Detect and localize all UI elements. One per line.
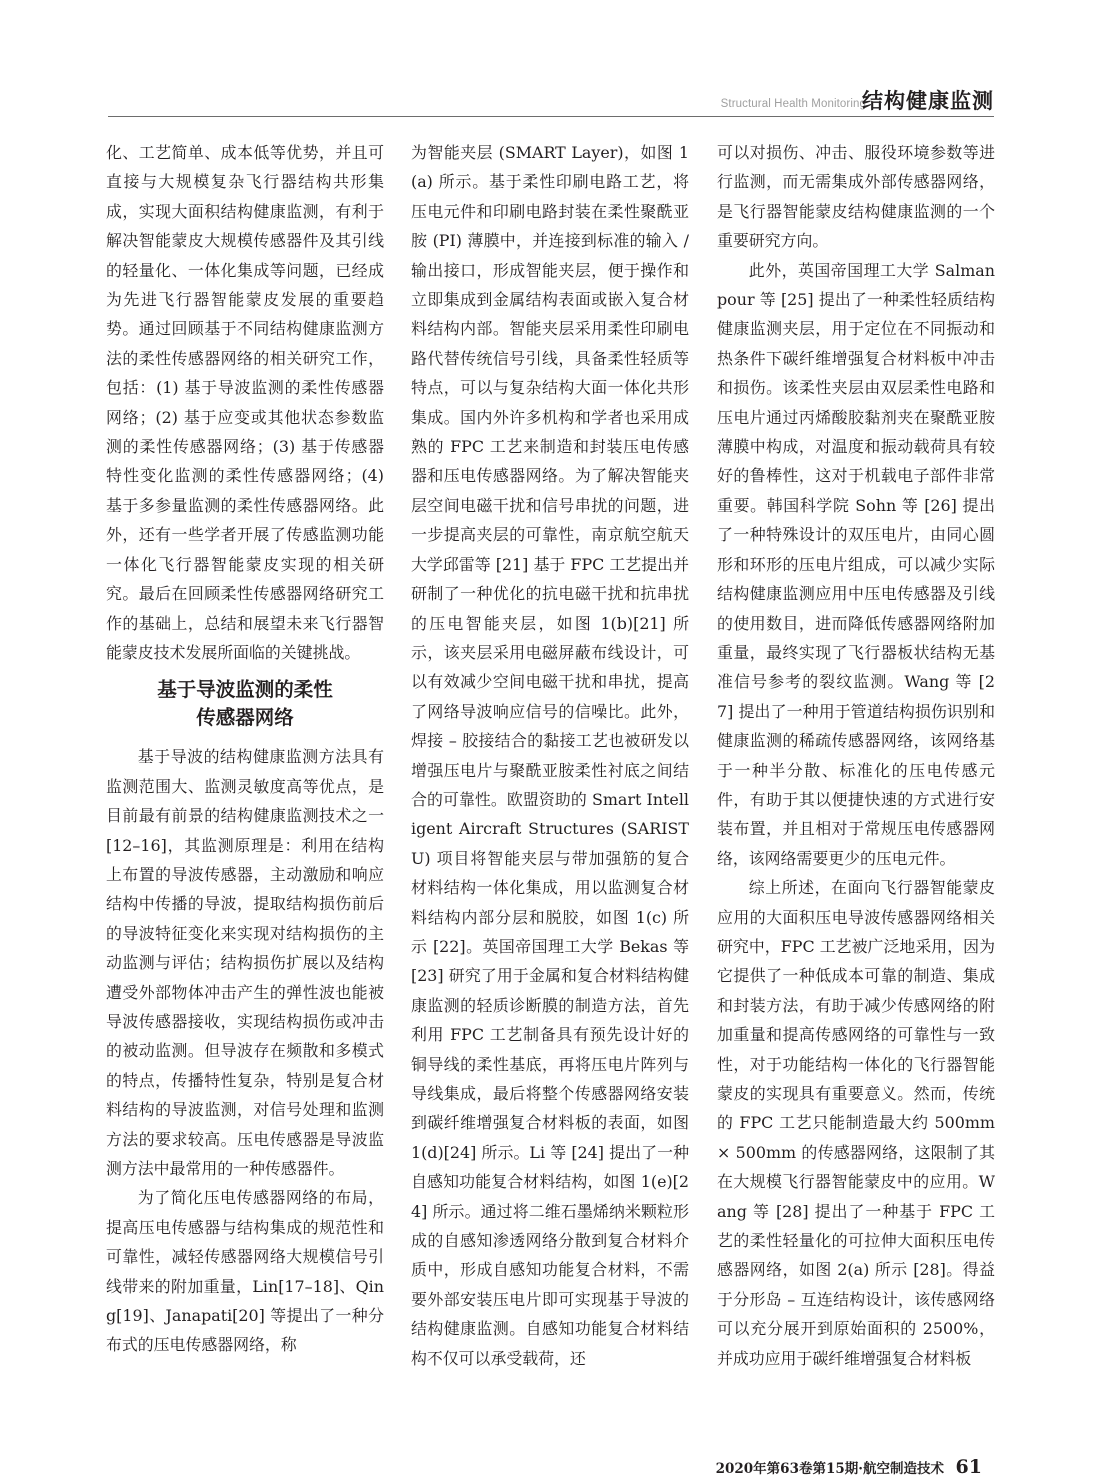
paragraph: 基于导波的结构健康监测方法具有监测范围大、监测灵敏度高等优点，是目前最有前景的结构健康监测技术之一 [12–16]，其监测原理是：利用在结构上布置的导波传感器，主动激励和响应结构中传播的导波，提取结构损伤前后的导波特征变化来实现对结构损伤的主动监测与评估；结构损伤扩展以及结构遭受外部物体冲击产生的弹性波也能被导波传感器接收，实现结构损伤或冲击的被动监测。但导波存在频散和多模式的特点，传播特性复杂，特别是复合材料结构的导波监测，对信号处理和监测方法的要求较高。压电传感器是导波监测方法中最常用的一种传感器件。 — [106, 747, 384, 1178]
paragraph: 综上所述，在面向飞行器智能蒙皮应用的大面积压电导波传感器网络相关研究中，FPC 工艺被广泛地采用，因为它提供了一种低成本可靠的制造、集成和封装方法，有助于减少传感网络的附加重量和提高传感网络的可靠性与一致性，对于功能结构一体化的飞行器智能蒙皮的实现具有重要意义。然而，传统的 FPC 工艺只能制造最大约 500mm × 500mm 的传感器网络，这限制了其在大规模飞行器智能蒙皮中的应用。Wang 等 [28] 提出了一种基于 FPC 工艺的柔性轻量化的可拉伸大面积压电传感器网络，如图 2(a) 所示 [28]。得益于分形岛 – 互连结构设计，该传感网络可以充分展开到原始面积的 2500%，并成功应用于碳纤维增强复合材料板 — [717, 878, 995, 1368]
running-header — [108, 84, 994, 117]
paragraph: 可以对损伤、冲击、服役环境参数等进行监测，而无需集成外部传感器网络，是飞行器智能蒙皮结构健康监测的一个重要研究方向。 — [717, 143, 995, 251]
header-section-english: Structural Health Monitoring — [720, 98, 866, 110]
section-heading-line-1: 基于导波监测的柔性 — [157, 678, 333, 702]
page-footer — [716, 1456, 982, 1478]
text-column-3 — [717, 138, 995, 1373]
section-heading-line-2: 传感器网络 — [196, 706, 294, 730]
text-column-2 — [411, 138, 689, 1373]
section-heading — [106, 676, 384, 732]
paragraph: 为智能夹层 (SMART Layer)，如图 1(a) 所示。基于柔性印刷电路工艺，将压电元件和印刷电路封装在柔性聚酰亚胺 (PI) 薄膜中，并连接到标准的输入 / 输出接口，形成智能夹层，便于操作和立即集成到金属结构表面或嵌入复合材料结构内部。智能夹层采用柔性印刷电路代替传统信号引线，具备柔性轻质等特点，可以与复杂结构大面一体化共形集成。国内外许多机构和学者也采用成熟的 FPC 工艺来制造和封装压电传感器和压电传感器网络。为了解决智能夹层空间电磁干扰和信号串扰的问题，进一步提高夹层的可靠性，南京航空航天大学邱雷等 [21] 基于 FPC 工艺提出并研制了一种优化的抗电磁干扰和抗串扰的压电智能夹层，如图 1(b)[21] 所示，该夹层采用电磁屏蔽布线设计，可以有效减少空间电磁干扰和串扰，提高了网络导波响应信号的信噪比。此外，焊接 – 胶接结合的黏接工艺也被研发以增强压电片与聚酰亚胺柔性衬底之间结合的可靠性。欧盟资助的 Smart Intelligent Aircraft Structures (SARISTU) 项目将智能夹层与带加强筋的复合材料结构一体化集成，用以监测复合材料结构内部分层和脱胶，如图 1(c) 所示 [22]。英国帝国理工大学 Bekas 等 [23] 研究了用于金属和复合材料结构健康监测的轻质诊断膜的制造方法，首先利用 FPC 工艺制备具有预先设计好的铜导线的柔性基底，再将压电片阵列与导线集成，最后将整个传感器网络安装到碳纤维增强复合材料板的表面，如图 1(d)[24] 所示。Li 等 [24] 提出了一种自感知功能复合材料结构，如图 1(e)[24] 所示。通过将二维石墨烯纳米颗粒形成的自感知渗透网络分散到复合材料介质中，形成自感知功能复合材料，不需要外部安装压电片即可实现基于导波的结构健康监测。自感知功能复合材料结构不仅可以承受载荷，还 — [411, 143, 689, 1368]
journal-issue-info: 2020年第63卷第15期·航空制造技术 — [715, 1461, 944, 1477]
text-column-1 — [106, 138, 384, 1360]
paragraph: 化、工艺简单、成本低等优势，并且可直接与大规模复杂飞行器结构共形集成，实现大面积结构健康监测，有利于解决智能蒙皮大规模传感器件及其引线的轻量化、一体化集成等问题，已经成为先进飞行器智能蒙皮发展的重要趋势。通过回顾基于不同结构健康监测方法的柔性传感器网络的相关研究工作，包括：(1) 基于导波监测的柔性传感器网络；(2) 基于应变或其他状态参数监测的柔性传感器网络；(3) 基于传感器特性变化监测的柔性传感器网络；(4) 基于多参量监测的柔性传感器网络。此外，还有一些学者开展了传感监测功能一体化飞行器智能蒙皮实现的相关研究。最后在回顾柔性传感器网络研究工作的基础上，总结和展望未来飞行器智能蒙皮技术发展所面临的关键挑战。 — [106, 143, 384, 662]
paragraph: 为了简化压电传感器网络的布局，提高压电传感器与结构集成的规范性和可靠性，减轻传感器网络大规模信号引线带来的附加重量，Lin[17–18]、Qing[19]、Janapati[20] 等提出了一种分布式的压电传感器网络，称 — [106, 1188, 384, 1355]
paragraph: 此外，英国帝国理工大学 Salmanpour 等 [25] 提出了一种柔性轻质结构健康监测夹层，用于定位在不同振动和热条件下碳纤维增强复合材料板中冲击和损伤。该柔性夹层由双层柔性电路和压电片通过丙烯酸胶黏剂夹在聚酰亚胺薄膜中构成，对温度和振动载荷具有较好的鲁棒性，这对于机载电子部件非常重要。韩国科学院 Sohn 等 [26] 提出了一种特殊设计的双压电片，由同心圆形和环形的压电片组成，可以减少实际结构健康监测应用中压电传感器及引线的使用数目，进而降低传感器网络附加重量，最终实现了飞行器板状结构无基准信号参考的裂纹监测。Wang 等 [27] 提出了一种用于管道结构损伤识别和健康监测的稀疏传感器网络，该网络基于一种半分散、标准化的压电传感元件，有助于其以便捷快速的方式进行安装布置，并且相对于常规压电传感器网络，该网络需要更少的压电元件。 — [717, 260, 995, 868]
header-section-chinese: 结构健康监测 — [862, 89, 994, 113]
page-number: 61 — [955, 1456, 982, 1478]
